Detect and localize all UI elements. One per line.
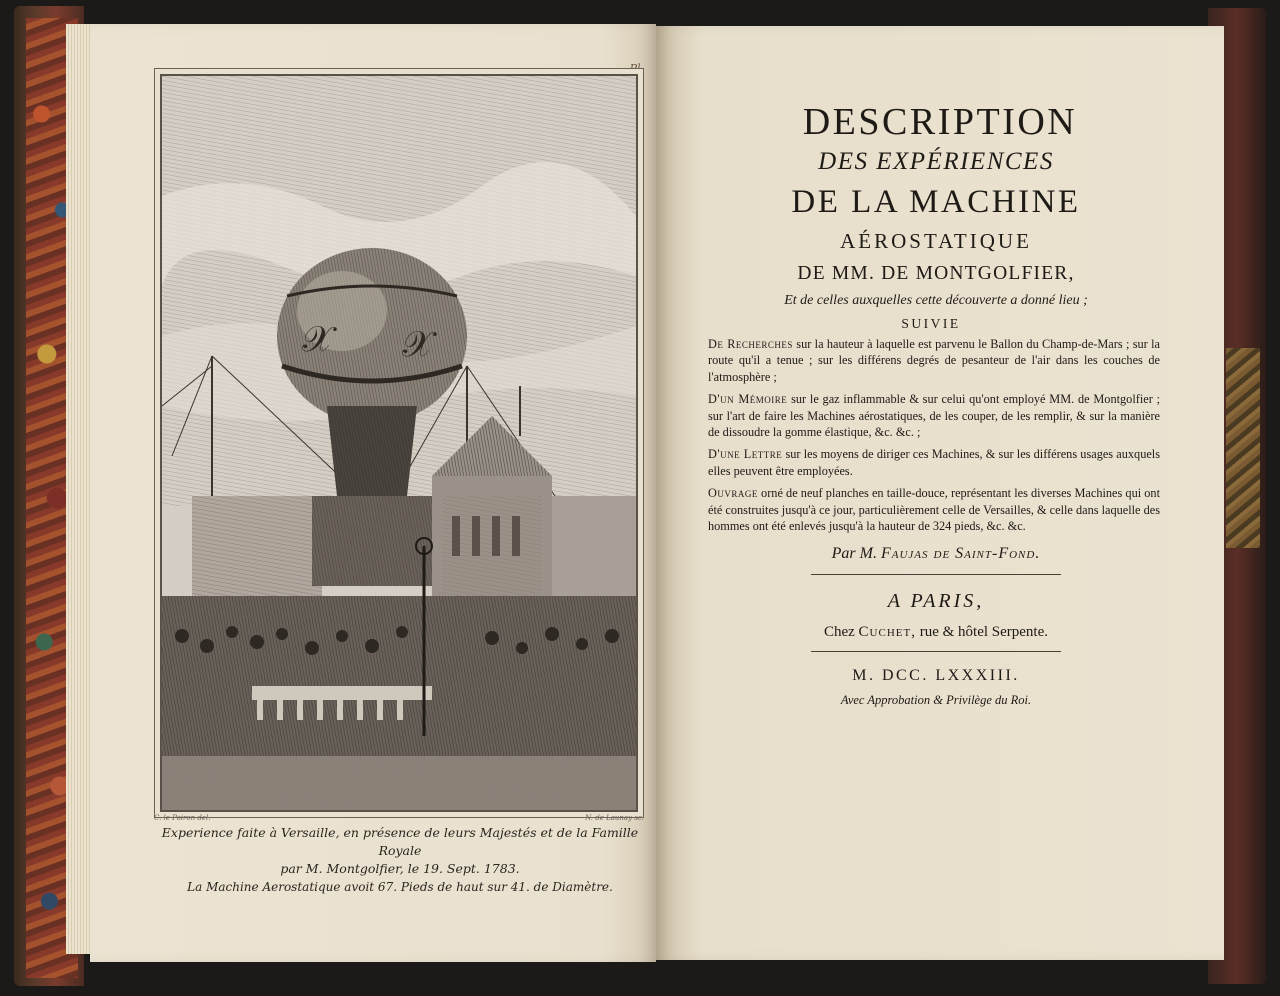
paragraph-2-text: sur le gaz inflammable & sur celui qu'ont employé MM. de Montgolfier ; sur l'art de faire les Machines aérostatiques, de les couper, de les remplir, & sur la manière de dissoudre la gomme élastique, &c. &c. ; xyxy=(708,392,1160,440)
suivie-heading: SUIVIE xyxy=(901,316,961,331)
contents-paragraph-1 xyxy=(708,336,1160,385)
title-montgolfier: DE MM. DE MONTGOLFIER, xyxy=(797,263,1075,284)
author-name: Faujas de Saint-Fond. xyxy=(880,545,1041,563)
paragraph-2-lead: D'un Mémoire xyxy=(708,392,788,407)
publisher-address: rue & hôtel Serpente. xyxy=(919,624,1049,641)
contents-paragraph-4 xyxy=(708,485,1160,534)
imprint-city: A PARIS, xyxy=(887,590,985,613)
engraving-caption xyxy=(150,824,650,896)
contents-paragraph-3 xyxy=(708,446,1160,479)
right-page xyxy=(656,26,1224,960)
caption-line-2: par M. Montgolfier, le 19. Sept. 1783. xyxy=(280,861,520,876)
divider-rule xyxy=(811,574,1061,575)
caption-line-1: Experience faite à Versaille, en présence de leurs Majestés et de la Famille Royale xyxy=(161,825,639,858)
author-prefix: Par M. xyxy=(831,545,877,563)
subtitle: Et de celles auxquelles cette découverte a donné lieu ; xyxy=(784,293,1088,308)
page-number: Pl. xyxy=(629,62,644,75)
paragraph-3-text: sur les moyens de diriger ces Machines, & sur les différens usages auxquels elles peuvent être employées. xyxy=(708,447,1160,478)
divider-rule-2 xyxy=(811,651,1061,652)
publisher-line xyxy=(696,619,1176,645)
engraving-plate xyxy=(160,74,638,812)
title-page xyxy=(696,100,1176,710)
svg-text:𝒳: 𝒳 xyxy=(402,324,433,365)
approbation-line: Avec Approbation & Privilège du Roi. xyxy=(840,693,1032,708)
publisher-prefix: Chez xyxy=(823,624,855,641)
paragraph-4-lead: Ouvrage xyxy=(708,486,758,501)
title-machine: DE LA MACHINE xyxy=(791,184,1081,220)
title-aerostatique: AÉROSTATIQUE xyxy=(840,229,1032,253)
title-des-experiences: DES EXPÉRIENCES xyxy=(818,148,1054,175)
contents-paragraph-2 xyxy=(708,391,1160,440)
title-description: DESCRIPTION xyxy=(802,101,1078,143)
engraver-signature: N. de Launay sc. xyxy=(585,814,644,822)
balloon-engraving xyxy=(162,76,636,810)
paragraph-4-text: orné de neuf planches en taille-douce, représentant les diverses Machines qui ont été construites jusqu'à ce jour, particulièrement celle de Versailles, & celle dans laquelle des hommes ont été enlevés jusqu'à la hauteur de 324 pieds, &c. &c. xyxy=(708,486,1160,534)
paragraph-1-lead: De Recherches xyxy=(708,337,793,351)
artist-signature: C. le Poiron del. xyxy=(154,814,211,822)
left-page xyxy=(90,24,656,962)
paragraph-3-lead: D'une Lettre xyxy=(708,447,783,462)
publication-date: M. DCC. LXXXIII. xyxy=(852,667,1020,685)
caption-line-3: La Machine Aerostatique avoit 67. Pieds de haut sur 41. de Diamètre. xyxy=(187,880,613,894)
publisher-name: Cuchet, xyxy=(858,624,916,641)
right-marble-edge xyxy=(1226,348,1260,548)
author-line xyxy=(696,540,1176,568)
paragraph-1-text: sur la hauteur à laquelle est parvenu le Ballon du Champ-de-Mars ; sur la route qu'il a tenue ; sur les différens degrés de pesanteur de l'air dans les couches de l'atmosphère ; xyxy=(708,337,1160,384)
svg-text:𝒳: 𝒳 xyxy=(302,319,333,360)
